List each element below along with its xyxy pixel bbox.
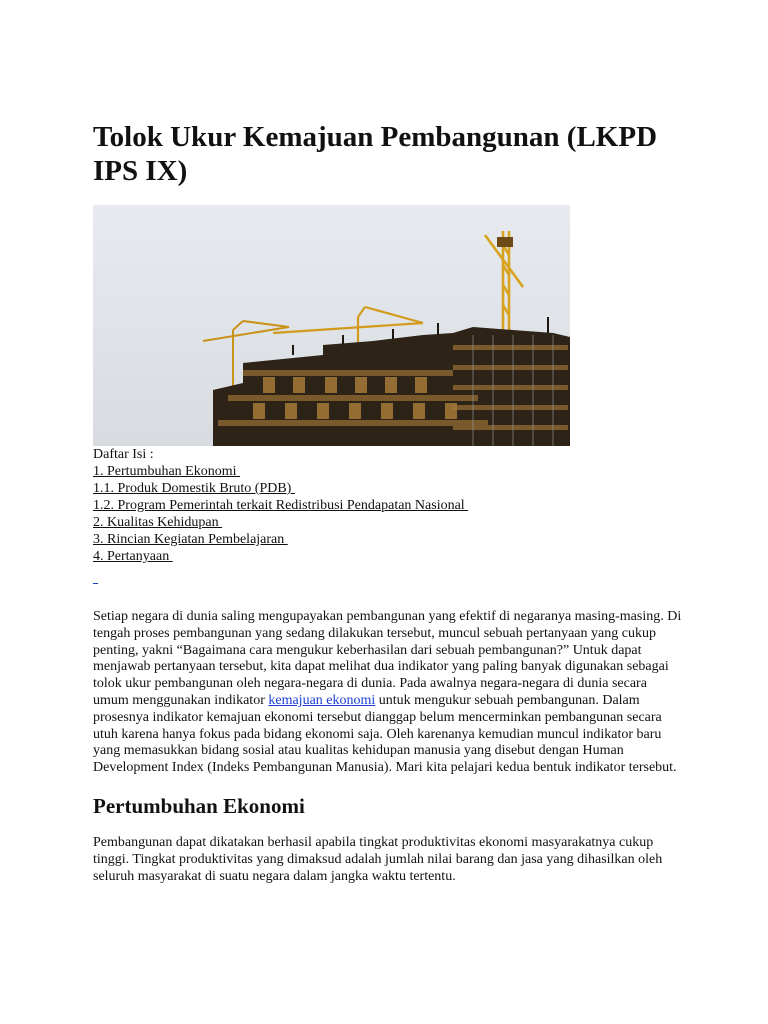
section-paragraph: Pembangunan dapat dikatakan berhasil apabila tingkat produktivitas ekonomi masyarakatnya cukup tinggi. Tingkat produktivitas yang dimaksud adalah jumlah nilai barang dan jasa yang dihasilkan oleh seluruh masyarakat di suatu negara dalam jangka waktu tertentu. bbox=[93, 834, 663, 884]
toc-link-pertumbuhan-ekonomi[interactable]: 1. Pertumbuhan Ekonomi bbox=[93, 464, 240, 479]
intro-text-end: untuk mengukur sebuah pembangunan. Dalam prosesnya indikator kemajuan ekonomi tersebut dianggap belum mencerminkan pembangunan secara utuh karena hanya fokus pada bidang ekonomi saja. Oleh karenanya kemudian muncul indikator baru yang memasukkan bidang sosial atau kualitas kehidupan manusia yang disebut dengan Human Development Index (Indeks Pembangunan Manusia). Mari kita pelajari kedua bentuk indikator tersebut. bbox=[93, 692, 677, 776]
section-heading-pertumbuhan-ekonomi: Pertumbuhan Ekonomi bbox=[93, 793, 305, 818]
toc-link-produk-domestik-bruto[interactable]: 1.1. Produk Domestik Bruto (PDB) bbox=[93, 481, 295, 496]
toc-link-program-pemerintah[interactable]: 1.2. Program Pemerintah terkait Redistribusi Pendapatan Nasional bbox=[93, 498, 469, 513]
toc-link-rincian-kegiatan[interactable]: 3. Rincian Kegiatan Pembelajaran bbox=[93, 532, 288, 547]
article bbox=[93, 120, 683, 885]
intro-text-start: Setiap negara di dunia saling mengupayakan pembangunan yang efektif di negaranya masing-masing. Di tengah proses pembangunan yang sedang dilakukan tersebut, muncul sebuah pertanyaan yang cukup penting, yakni “Bagaimana cara mengukur keberhasilan dari sebuah pembangunan?” Untuk dapat menjawab pertanyaan tersebut, kita dapat melihat dua indikator yang paling banyak digunakan sebagai tolok ukur pembangunan oleh negara-negara di dunia. Pada awalnya negara-negara di dunia secara umum menggunakan indikator bbox=[93, 609, 682, 708]
toc-link-pertanyaan[interactable]: 4. Pertanyaan bbox=[93, 549, 173, 564]
intro-paragraph bbox=[93, 609, 683, 777]
kemajuan-ekonomi-link[interactable]: kemajuan ekonomi bbox=[268, 692, 376, 708]
toc-heading: Daftar Isi : bbox=[93, 447, 154, 462]
empty-anchor-link[interactable] bbox=[93, 569, 98, 584]
toc-link-kualitas-kehidupan[interactable]: 2. Kualitas Kehidupan bbox=[93, 515, 223, 530]
table-of-contents bbox=[93, 446, 683, 589]
construction-photo bbox=[93, 205, 570, 446]
article-title: Tolok Ukur Kemajuan Pembangunan (LKPD IPS IX) bbox=[93, 121, 658, 187]
